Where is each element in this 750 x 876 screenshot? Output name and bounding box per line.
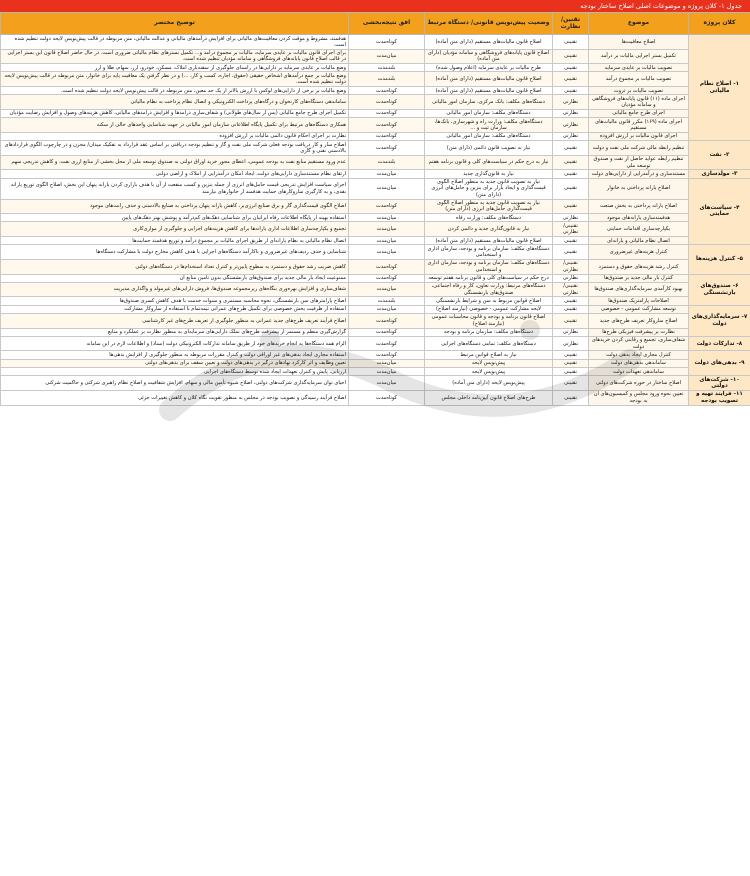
- horizon-cell: کوتاه‌مدت: [349, 132, 425, 140]
- topic-cell: یکپارچه‌سازی اقدامات حمایتی: [589, 222, 689, 237]
- desc-cell: شناسایی و حذف ردیف‌های غیرضروری و ناکارآمد دستگاه‌های اجرایی با هدف کاهش مخارج دولت با مشارکت دستگاه‌ها: [1, 245, 349, 260]
- desc-cell: اصلاح فرآیند تعریف طرح‌های جدید عمرانی به منظور جلوگیری از تعریف طرح‌های غیر کارشناسی: [1, 313, 349, 328]
- status-cell: دستگاه‌های مکلف: سازمان امور مالیاتی: [425, 132, 553, 140]
- topic-cell: اصلاح ساختار در حوزه شرکت‌های دولتی: [589, 376, 689, 391]
- status-cell: اصلاح قانون مالیات‌های مستقیم (دارای متن آماده): [425, 87, 553, 95]
- desc-cell: اصلاح الگوی قیمت‌گذاری گاز و برق صنایع انرژی‌بر، کاهش یارانه پنهان پرداختی به صنایع بالادستی و حذف رانت‌های موجود: [1, 199, 349, 214]
- project-cell: ۱- اصلاح نظام مالیاتی: [689, 35, 750, 141]
- horizon-cell: بلندمدت: [349, 64, 425, 72]
- horizon-cell: کوتاه‌مدت: [349, 95, 425, 110]
- header-horizon: افق نتیجه‌بخشی: [349, 13, 425, 35]
- topic-cell: هدفمندسازی یارانه‌های موجود: [589, 214, 689, 222]
- horizon-cell: میان‌مدت: [349, 282, 425, 297]
- topic-cell: کنترل مجاری ایجاد بدهی دولت: [589, 351, 689, 359]
- status-cell: نیاز به تصویب قانون جدید به منظور اصلاح الگوی قیمت‌گذاری و ایجاد بازار برای بنزین و حامل‌های انرژی (دارای متن): [425, 178, 553, 199]
- status-cell: نیاز به قانون‌گذاری جدید و دائمی کردن: [425, 222, 553, 237]
- topic-cell: اجرای ماده (۱۶۹) مکرر قانون مالیات‌های مستقیم: [589, 118, 689, 133]
- desc-cell: احیای توان سرمایه‌گذاری شرکت‌های دولتی، اصلاح شیوه تأمین مالی و سهام، افزایش شفافیت و اصلاح نظام راهبری شرکتی و حاکمیت شرکتی: [1, 376, 349, 391]
- horizon-cell: کوتاه‌مدت: [349, 336, 425, 351]
- topic-cell: توسعه مشارکت عمومی - خصوصی: [589, 305, 689, 313]
- project-cell: ۹- بدهی‌های دولت: [689, 351, 750, 376]
- horizon-cell: میان‌مدت: [349, 359, 425, 367]
- desc-cell: الزام همه دستگاه‌ها به انجام خریدهای خود از طریق سامانه تدارکات الکترونیکی دولت (ستاد) و اطلاعات لازم در این سامانه: [1, 336, 349, 351]
- table-row: [1, 351, 750, 359]
- kind-cell: تقنینی: [553, 351, 589, 359]
- table-row: [1, 282, 750, 297]
- table-body: [1, 35, 750, 406]
- status-cell: اصلاح قانون برنامه و بودجه و قانون محاسبات عمومی (نیازمند اصلاح): [425, 313, 553, 328]
- desc-cell: اجرای سیاست افزایش تدریجی قیمت حامل‌های انرژی از جمله بنزین و کسب منفعت از آن با هدف بازاری کردن یارانه پنهان این بخش، اصلاح الگوی توزیع یارانه نقدی، و به کارگیری سازوکارهای حمایت هدفمند از خانوارهای نیازمند: [1, 178, 349, 199]
- status-cell: نیاز به تصویب قانون دائمی (دارای متن): [425, 141, 553, 156]
- status-cell: اصلاح قانون مالیات‌های مستقیم (دارای متن آماده): [425, 35, 553, 50]
- topic-cell: تعیین نحوه ورود مجلس و کمیسیون‌های آن به بودجه: [589, 390, 689, 405]
- table-row: [1, 72, 750, 87]
- topic-cell: تصویب مالیات بر عایدی سرمایه: [589, 64, 689, 72]
- kind-cell: نظارتی: [553, 274, 589, 282]
- desc-cell: وضع مالیات بر جمع درآمدهای اشخاص حقیقی (حقوق، اجاره، کسب و کار، ...) و در نظر گرفتن یک معافیت پایه برای خانوار، متن مربوطه در قالب پیش‌نویس لایحه دولت تنظیم شده است.: [1, 72, 349, 87]
- desc-cell: کاهش ضریب رشد حقوق و دستمزد به سطوح پایین‌تر و کنترل تعداد استخدام‌ها در دستگاه‌های دولتی: [1, 259, 349, 274]
- table-row: [1, 35, 750, 50]
- desc-cell: اصلاح ساز و کار دریافت بودجه فعلی شرکت ملی نفت و گاز و تنظیم بودجه دریافتی بر اساس عقد قرارداد به تفکیک میدان/ مخزن و در چارچوب الگوی قراردادهای بالادستی نفتی و گازی: [1, 141, 349, 156]
- desc-cell: اصلاح پارامترهای سن بازنشستگی، نحوه محاسبه مستمری و سنوات خدمت با هدف کاهش کسری صندوق‌ها: [1, 297, 349, 305]
- header-status: وضعیت پیش‌نویس قانونی/ دستگاه مرتبط: [425, 13, 553, 35]
- desc-cell: ساماندهی دستگاه‌های کارتخوان و درگاه‌های پرداخت الکترونیکی و اتصال نظام پرداخت به نظام مالیاتی: [1, 95, 349, 110]
- status-cell: دستگاه‌های مکلف: سازمان برنامه و بودجه: [425, 328, 553, 336]
- horizon-cell: کوتاه‌مدت: [349, 141, 425, 156]
- table-row: [1, 132, 750, 140]
- kind-cell: نظارتی: [553, 132, 589, 140]
- table-row: [1, 222, 750, 237]
- kind-cell: نظارتی: [553, 95, 589, 110]
- project-cell: ۸- تدارکات دولت: [689, 336, 750, 351]
- topic-cell: اصلاح سازوکار تعریف طرح‌های جدید: [589, 313, 689, 328]
- horizon-cell: میان‌مدت: [349, 237, 425, 245]
- horizon-cell: میان‌مدت: [349, 178, 425, 199]
- horizon-cell: بلندمدت: [349, 297, 425, 305]
- desc-cell: استفاده مجاری ایجاد بدهی‌های غیر اوراقی دولت و کنترل مقررات مربوطه به منظور جلوگیری از افزایش بدهی‌ها: [1, 351, 349, 359]
- kind-cell: تقنینی: [553, 305, 589, 313]
- desc-cell: ممنوعیت ایجاد بار مالی جدید برای صندوق‌های بازنشستگی بدون تأمین منابع آن: [1, 274, 349, 282]
- topic-cell: ساماندهی بدهی‌های دولت: [589, 359, 689, 367]
- kind-cell: تقنینی: [553, 178, 589, 199]
- desc-cell: تکمیل اجرای طرح جامع مالیاتی (پس از سال‌های طولانی) و شفاف‌سازی درآمدها و افزایش درآمدهای مالیاتی، کاهش هزینه‌های وصول و افزایش رضایت مؤدیان: [1, 109, 349, 117]
- table-row: [1, 155, 750, 170]
- status-cell: دستگاه‌های مکلف: بانک مرکزی، سازمان امور مالیاتی: [425, 95, 553, 110]
- status-cell: اصلاح قانون مالیات‌های مستقیم (دارای متن آماده): [425, 237, 553, 245]
- desc-cell: استفاده از ظرفیت بخش خصوصی برای تکمیل طرح‌های عمرانی نیمه‌تمام با استفاده از سازوکار مشارکت: [1, 305, 349, 313]
- topic-cell: کنترل هزینه‌های غیرضروری: [589, 245, 689, 260]
- topic-cell: تصویب مالیات بر ثروت: [589, 87, 689, 95]
- status-cell: نیاز به درج حکم در سیاست‌های کلی و قانون برنامه هفتم: [425, 155, 553, 170]
- kind-cell: تقنینی/ نظارتی: [553, 282, 589, 297]
- kind-cell: تقنینی: [553, 368, 589, 376]
- kind-cell: تقنینی: [553, 376, 589, 391]
- topic-cell: تنظیم رابطه مالی شرکت ملی نفت و دولت: [589, 141, 689, 156]
- table-row: [1, 297, 750, 305]
- horizon-cell: کوتاه‌مدت: [349, 274, 425, 282]
- topic-cell: مستندسازی و درآمدزایی از دارایی‌های دولت: [589, 170, 689, 178]
- table-row: [1, 274, 750, 282]
- kind-cell: تقنینی: [553, 72, 589, 87]
- table-row: [1, 214, 750, 222]
- kind-cell: تقنینی: [553, 49, 589, 64]
- project-cell: ۱۱- فرآیند تهیه و تصویب بودجه: [689, 390, 750, 405]
- kind-cell: نظارتی: [553, 109, 589, 117]
- kind-cell: تقنینی: [553, 141, 589, 156]
- horizon-cell: میان‌مدت: [349, 170, 425, 178]
- kind-cell: تقنینی: [553, 35, 589, 50]
- project-cell: ۶- صندوق‌های بازنشستگی: [689, 274, 750, 305]
- status-cell: اصلاح قوانین مربوط به سن و شرایط بازنشستگی: [425, 297, 553, 305]
- desc-cell: گزارش‌گیری منظم و مستمر از پیشرفت طرح‌های تملک دارایی‌های سرمایه‌ای به منظور نظارت بر عملکرد و منابع: [1, 328, 349, 336]
- horizon-cell: میان‌مدت: [349, 222, 425, 237]
- horizon-cell: کوتاه‌مدت: [349, 118, 425, 133]
- topic-cell: بهبود کارآمدی سرمایه‌گذاری‌های صندوق‌ها: [589, 282, 689, 297]
- horizon-cell: کوتاه‌مدت: [349, 87, 425, 95]
- horizon-cell: میان‌مدت: [349, 49, 425, 64]
- table-row: [1, 245, 750, 260]
- status-cell: نیاز به اصلاح قوانین مرتبط: [425, 351, 553, 359]
- table-row: [1, 259, 750, 274]
- topic-cell: ساماندهی تعهدات دولت: [589, 368, 689, 376]
- table-row: [1, 170, 750, 178]
- status-cell: دستگاه‌های مکلف: تمامی دستگاه‌های اجرایی: [425, 336, 553, 351]
- table-row: [1, 178, 750, 199]
- table-row: [1, 237, 750, 245]
- status-cell: اصلاح قانون مالیات‌های مستقیم (دارای متن آماده): [425, 72, 553, 87]
- project-cell: ۱۰- شرکت‌های دولتی: [689, 376, 750, 391]
- table-title: جدول ۱- کلان پروژه و موضوعات اصلی اصلاح ساختار بودجه: [0, 0, 750, 12]
- table-row: [1, 328, 750, 336]
- kind-cell: تقنینی: [553, 155, 589, 170]
- table-row: [1, 109, 750, 117]
- topic-cell: نظارت بر پیشرفت فیزیکی طرح‌ها: [589, 328, 689, 336]
- kind-cell: تقنینی: [553, 64, 589, 72]
- topic-cell: کنترل رشد هزینه‌های حقوق و دستمزد: [589, 259, 689, 274]
- topic-cell: اجرای قانون مالیات بر ارزش افزوده: [589, 132, 689, 140]
- project-cell: ۲- نفت: [689, 141, 750, 170]
- kind-cell: تقنینی: [553, 313, 589, 328]
- header-kind: تقنین/ نظارت: [553, 13, 589, 35]
- kind-cell: نظارتی: [553, 118, 589, 133]
- horizon-cell: میان‌مدت: [349, 245, 425, 260]
- horizon-cell: بلندمدت: [349, 72, 425, 87]
- desc-cell: تعیین وظایف و اثر کارکرد نهادهای درگیر در بدهی‌های دولت و تعیین سقف برای بدهی‌های دولتی: [1, 359, 349, 367]
- status-cell: نیاز به قانون‌گذاری جدید: [425, 170, 553, 178]
- kind-cell: تقنینی: [553, 199, 589, 214]
- table-row: [1, 87, 750, 95]
- desc-cell: تجمیع و یکپارچه‌سازی اطلاعات اداری یارانه‌ها برای کاهش هزینه‌های اجرایی و جلوگیری از موازی‌کاری: [1, 222, 349, 237]
- project-cell: ۵- کنترل هزینه‌ها: [689, 245, 750, 274]
- kind-cell: تقنینی/ نظارتی: [553, 222, 589, 237]
- reform-table: [0, 12, 750, 406]
- desc-cell: نظارت بر اجرای احکام قانون دائمی مالیات بر ارزش افزوده: [1, 132, 349, 140]
- header-row: [1, 13, 750, 35]
- topic-cell: اجرای طرح جامع مالیاتی: [589, 109, 689, 117]
- kind-cell: تقنینی: [553, 297, 589, 305]
- desc-cell: ارزیابی، پایش و کنترل تعهدات ایجاد شده توسط دستگاه‌های اجرایی: [1, 368, 349, 376]
- table-row: [1, 49, 750, 64]
- table-row: [1, 305, 750, 313]
- kind-cell: تقنینی: [553, 359, 589, 367]
- desc-cell: وضع مالیات بر عایدی سرمایه بر دارایی‌ها در راستای جلوگیری از سفته‌بازی املاک، مسکن، خودرو، ارز، سهام، طلا و ارز: [1, 64, 349, 72]
- horizon-cell: کوتاه‌مدت: [349, 35, 425, 50]
- status-cell: طرح‌های اصلاح قانون آیین‌نامه داخلی مجلس: [425, 390, 553, 405]
- horizon-cell: کوتاه‌مدت: [349, 328, 425, 336]
- kind-cell: نظارتی: [553, 214, 589, 222]
- table-row: [1, 95, 750, 110]
- kind-cell: نظارتی: [553, 336, 589, 351]
- header-topic: موضوع: [589, 13, 689, 35]
- topic-cell: تکمیل بستر اجرایی مالیات بر درآمد: [589, 49, 689, 64]
- desc-cell: عدم ورود مستقیم منابع نفت به بودجه عمومی، اعطای مجوز خرید اوراق دولتی به صندوق توسعه ملی از محل بخشی از منابع ارزی نفت، و کاهش تدریجی سهم: [1, 155, 349, 170]
- desc-cell: وضع مالیات بر برخی از دارایی‌های لوکس با ارزش بالاتر از یک حد معین، متن مربوطه در قالب پیش‌نویس لایحه دولت تنظیم شده است.: [1, 87, 349, 95]
- status-cell: نیاز به تصویب قانون جدید به منظور اصلاح الگوی قیمت‌گذاری حامل‌های انرژی (دارای متن): [425, 199, 553, 214]
- topic-cell: اصلاح معافیت‌ها: [589, 35, 689, 50]
- horizon-cell: کوتاه‌مدت: [349, 313, 425, 328]
- project-cell: ۳- مولدسازی: [689, 170, 750, 178]
- kind-cell: تقنینی: [553, 87, 589, 95]
- kind-cell: نظارتی: [553, 328, 589, 336]
- status-cell: دستگاه‌های مکلف: وزارت رفاه: [425, 214, 553, 222]
- status-cell: درج حکم در سیاست‌های کلی و قانون برنامه هفتم توسعه: [425, 274, 553, 282]
- desc-cell: استفاده بهینه از پایگاه اطلاعات رفاه ایرانیان برای شناسایی دهک‌های کم‌درآمد و پوشش بهتر دهک‌های پایین: [1, 214, 349, 222]
- desc-cell: ارتقای نظام مستندسازی دارایی‌های دولت، ایجاد امکان درآمدزایی از املاک و اراضی دولتی: [1, 170, 349, 178]
- status-cell: دستگاه‌های مکلف: سازمان برنامه و بودجه، سازمان اداری و استخدامی: [425, 259, 553, 274]
- project-cell: ۴- سیاست‌های حمایتی: [689, 178, 750, 245]
- status-cell: طرح مالیات بر عایدی سرمایه (اعلام وصول شده): [425, 64, 553, 72]
- topic-cell: شفاف‌سازی، تجمیع و رقابتی کردن خریدهای دولت: [589, 336, 689, 351]
- kind-cell: تقنینی: [553, 170, 589, 178]
- header-project: کلان پروژه: [689, 13, 750, 35]
- kind-cell: تقنینی: [553, 237, 589, 245]
- table-row: [1, 313, 750, 328]
- header-desc: توضیح مختصر: [1, 13, 349, 35]
- horizon-cell: کوتاه‌مدت: [349, 109, 425, 117]
- desc-cell: همکاری دستگاه‌های مرتبط برای تکمیل پایگاه اطلاعاتی سازمان امور مالیاتی در جهت شناسایی واحدهای خالی از سکنه: [1, 118, 349, 133]
- table-row: [1, 141, 750, 156]
- topic-cell: اصلاحات پارامتریک صندوق‌ها: [589, 297, 689, 305]
- status-cell: دستگاه‌های مرتبط: وزارت تعاون، کار و رفاه اجتماعی، صندوق‌های بازنشستگی: [425, 282, 553, 297]
- horizon-cell: کوتاه‌مدت: [349, 259, 425, 274]
- desc-cell: برای اجرای قانون مالیات بر عایدی سرمایه، مالیات بر مجموع درآمد و... تکمیل بسترهای نظام مالیاتی ضروری است. در حال حاضر اصلاح قانون این بستر اجرایی در قالب اصلاح قانون پایانه‌های فروشگاهی و سامانه مؤدیان تنظیم شده است.: [1, 49, 349, 64]
- table-row: [1, 376, 750, 391]
- status-cell: پیش‌نویس لایحه: [425, 359, 553, 367]
- topic-cell: اصلاح یارانه پرداختی به خانوار: [589, 178, 689, 199]
- status-cell: اصلاح قانون پایانه‌های فروشگاهی و سامانه مؤدیان (دارای متن آماده): [425, 49, 553, 64]
- topic-cell: تنظیم رابطه عواید حاصل از نفت و صندوق توسعه ملی: [589, 155, 689, 170]
- table-row: [1, 118, 750, 133]
- horizon-cell: میان‌مدت: [349, 368, 425, 376]
- topic-cell: اصلاح یارانه پرداختی به بخش صنعت: [589, 199, 689, 214]
- horizon-cell: میان‌مدت: [349, 305, 425, 313]
- table-row: [1, 199, 750, 214]
- horizon-cell: کوتاه‌مدت: [349, 390, 425, 405]
- kind-cell: تقنینی/ نظارتی: [553, 259, 589, 274]
- horizon-cell: میان‌مدت: [349, 376, 425, 391]
- topic-cell: اتصال نظام مالیاتی و یارانه‌ای: [589, 237, 689, 245]
- desc-cell: شفاف‌سازی و افزایش بهره‌وری بنگاه‌های زیرمجموعه صندوق‌ها، فروش دارایی‌های غیرمولد و واگذاری مدیریت: [1, 282, 349, 297]
- table-row: [1, 390, 750, 405]
- table-row: [1, 336, 750, 351]
- horizon-cell: میان‌مدت: [349, 214, 425, 222]
- kind-cell: تقنینی: [553, 390, 589, 405]
- table-row: [1, 64, 750, 72]
- status-cell: پیش‌نویس لایحه: [425, 368, 553, 376]
- desc-cell: اتصال نظام مالیاتی به نظام یارانه‌ای از طریق اجرای مالیات بر مجموع درآمد و توزیع هدفمند حمایت‌ها: [1, 237, 349, 245]
- status-cell: پیش‌نویس لایحه (دارای متن آماده): [425, 376, 553, 391]
- table-row: [1, 368, 750, 376]
- status-cell: دستگاه‌های مکلف: وزارت راه و شهرسازی، بانک‌ها، سازمان ثبت و ...: [425, 118, 553, 133]
- topic-cell: کنترل بار مالی جدید بر صندوق‌ها: [589, 274, 689, 282]
- project-cell: ۷- سرمایه‌گذاری‌های دولت: [689, 305, 750, 336]
- horizon-cell: بلندمدت: [349, 155, 425, 170]
- horizon-cell: کوتاه‌مدت: [349, 351, 425, 359]
- table-row: [1, 359, 750, 367]
- horizon-cell: کوتاه‌مدت: [349, 199, 425, 214]
- status-cell: دستگاه‌های مکلف: سازمان برنامه و بودجه، سازمان اداری و استخدامی: [425, 245, 553, 260]
- topic-cell: تصویب مالیات بر مجموع درآمد: [589, 72, 689, 87]
- kind-cell: تقنینی: [553, 245, 589, 260]
- topic-cell: اجرای ماده (۱۱) قانون پایانه‌های فروشگاهی و سامانه مؤدیان: [589, 95, 689, 110]
- desc-cell: هدفمند، مشروط و موقت کردن معافیت‌های مالیاتی برای افزایش درآمدهای مالیاتی و عدالت مالیاتی، متن مربوطه در قالب پیش‌نویس لایحه دولت تنظیم شده است.: [1, 35, 349, 50]
- desc-cell: اصلاح فرآیند رسیدگی و تصویب بودجه در مجلس به منظور تقویت نگاه کلان و کاهش تغییرات جزئی: [1, 390, 349, 405]
- status-cell: لایحه مشارکت عمومی - خصوصی (نیازمند اصلاح): [425, 305, 553, 313]
- status-cell: دستگاه‌های مکلف: سازمان امور مالیاتی: [425, 109, 553, 117]
